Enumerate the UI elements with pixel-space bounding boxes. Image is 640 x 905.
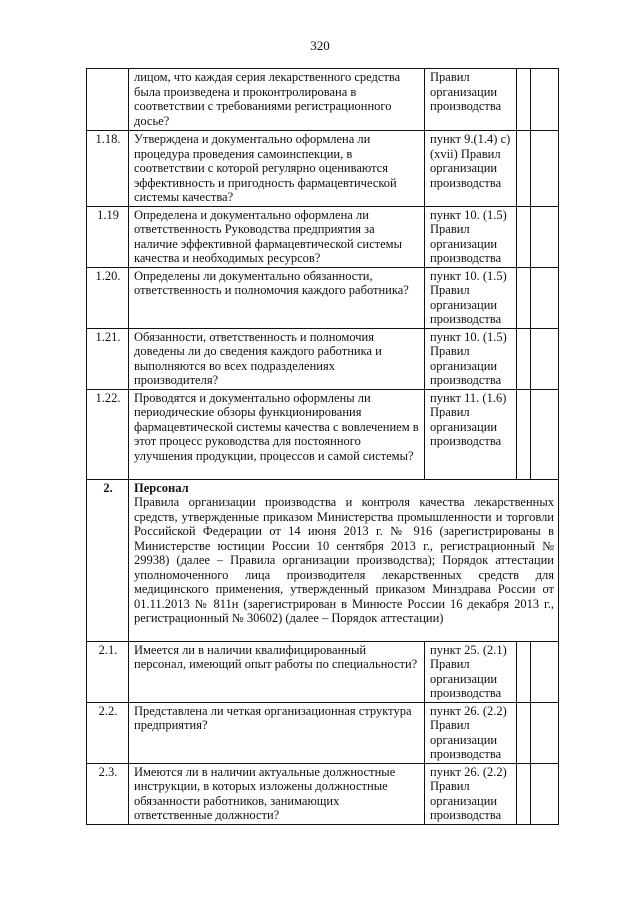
answer-cell[interactable] [531, 69, 559, 131]
page-number: 320 [310, 38, 330, 53]
row-number: 1.21. [87, 328, 129, 389]
answer-cell[interactable] [517, 641, 531, 702]
table-row [87, 702, 559, 763]
row-question: Обязанности, ответственность и полномочия доведены ли до сведения каждого работника и выполняются во всех подразделениях производителя? [129, 328, 425, 389]
row-reference: пункт 26. (2.2) Правил организации производства [425, 763, 517, 824]
row-number: 1.22. [87, 389, 129, 479]
row-reference: пункт 10. (1.5) Правил организации производства [425, 267, 517, 328]
row-question: Имеются ли в наличии актуальные должностные инструкции, в которых изложены должностные обязанности работников, занимающих ответственные должности? [129, 763, 425, 824]
row-reference: Правил организации производства [425, 69, 517, 131]
row-number: 2.1. [87, 641, 129, 702]
row-question: лицом, что каждая серия лекарственного средства была произведена и проконтролирована в соответствии с требованиями регистрационного досье? [129, 69, 425, 131]
checklist-table [86, 68, 559, 825]
answer-cell[interactable] [531, 206, 559, 267]
answer-cell[interactable] [531, 641, 559, 702]
answer-cell[interactable] [517, 267, 531, 328]
table-row [87, 763, 559, 824]
table-row [87, 389, 559, 479]
table-row [87, 206, 559, 267]
row-number: 1.18. [87, 131, 129, 207]
section-body [129, 479, 559, 641]
answer-cell[interactable] [517, 131, 531, 207]
answer-cell[interactable] [531, 131, 559, 207]
row-number: 1.19 [87, 206, 129, 267]
row-reference: пункт 10. (1.5) Правил организации производства [425, 328, 517, 389]
row-reference: пункт 9.(1.4) с) (xvii) Правил организации производства [425, 131, 517, 207]
section-title: Персонал [134, 480, 189, 495]
answer-cell[interactable] [517, 389, 531, 479]
answer-cell[interactable] [517, 69, 531, 131]
row-number: 2.2. [87, 702, 129, 763]
row-reference: пункт 26. (2.2) Правил организации производства [425, 702, 517, 763]
table-row [87, 641, 559, 702]
section-text: Правила организации производства и контроля качества лекарственных средств, утвержденные приказом Министерства промышленности и торговли Российской Федерации от 14 июня 2013 г. № 916 (зарегистрированы в Министерстве юстиции России 10 сентября 2013 г., регистрационный № 29938) (далее – Правила организации производства); Порядок аттестации уполномоченного лица производителя лекарственных средств для медицинского применения, утвержденный приказом Минздрава России от 01.11.2013 № 811н (зарегистрирован в Минюсте России 16 декабря 2013 г., регистрационный № 30602) (далее – Порядок аттестации) [134, 495, 554, 625]
section-number: 2. [87, 479, 129, 641]
answer-cell[interactable] [531, 763, 559, 824]
table-row [87, 69, 559, 131]
table-row [87, 131, 559, 207]
row-number [87, 69, 129, 131]
answer-cell[interactable] [531, 389, 559, 479]
answer-cell[interactable] [517, 206, 531, 267]
answer-cell[interactable] [517, 763, 531, 824]
answer-cell[interactable] [531, 267, 559, 328]
answer-cell[interactable] [531, 702, 559, 763]
row-number: 2.3. [87, 763, 129, 824]
row-question: Утверждена и документально оформлена ли процедура проведения самоинспекции, в соответствии с которой регулярно оцениваются эффективность и пригодность фармацевтической системы качества? [129, 131, 425, 207]
row-reference: пункт 25. (2.1) Правил организации производства [425, 641, 517, 702]
row-reference: пункт 10. (1.5) Правил организации производства [425, 206, 517, 267]
row-reference: пункт 11. (1.6) Правил организации производства [425, 389, 517, 479]
answer-cell[interactable] [517, 328, 531, 389]
table-row [87, 267, 559, 328]
row-question: Определена и документально оформлена ли ответственность Руководства предприятия за наличие эффективной фармацевтической системы качества и необходимых ресурсов? [129, 206, 425, 267]
answer-cell[interactable] [517, 702, 531, 763]
row-question: Проводятся и документально оформлены ли периодические обзоры функционирования фармацевтической системы качества с вовлечением в этот процесс руководства для постоянного улучшения продукции, процессов и самой системы? [129, 389, 425, 479]
section-row [87, 479, 559, 641]
row-number: 1.20. [87, 267, 129, 328]
row-question: Имеется ли в наличии квалифицированный персонал, имеющий опыт работы по специальности? [129, 641, 425, 702]
row-question: Представлена ли четкая организационная структура предприятия? [129, 702, 425, 763]
answer-cell[interactable] [531, 328, 559, 389]
row-question: Определены ли документально обязанности, ответственность и полномочия каждого работника? [129, 267, 425, 328]
table-row [87, 328, 559, 389]
